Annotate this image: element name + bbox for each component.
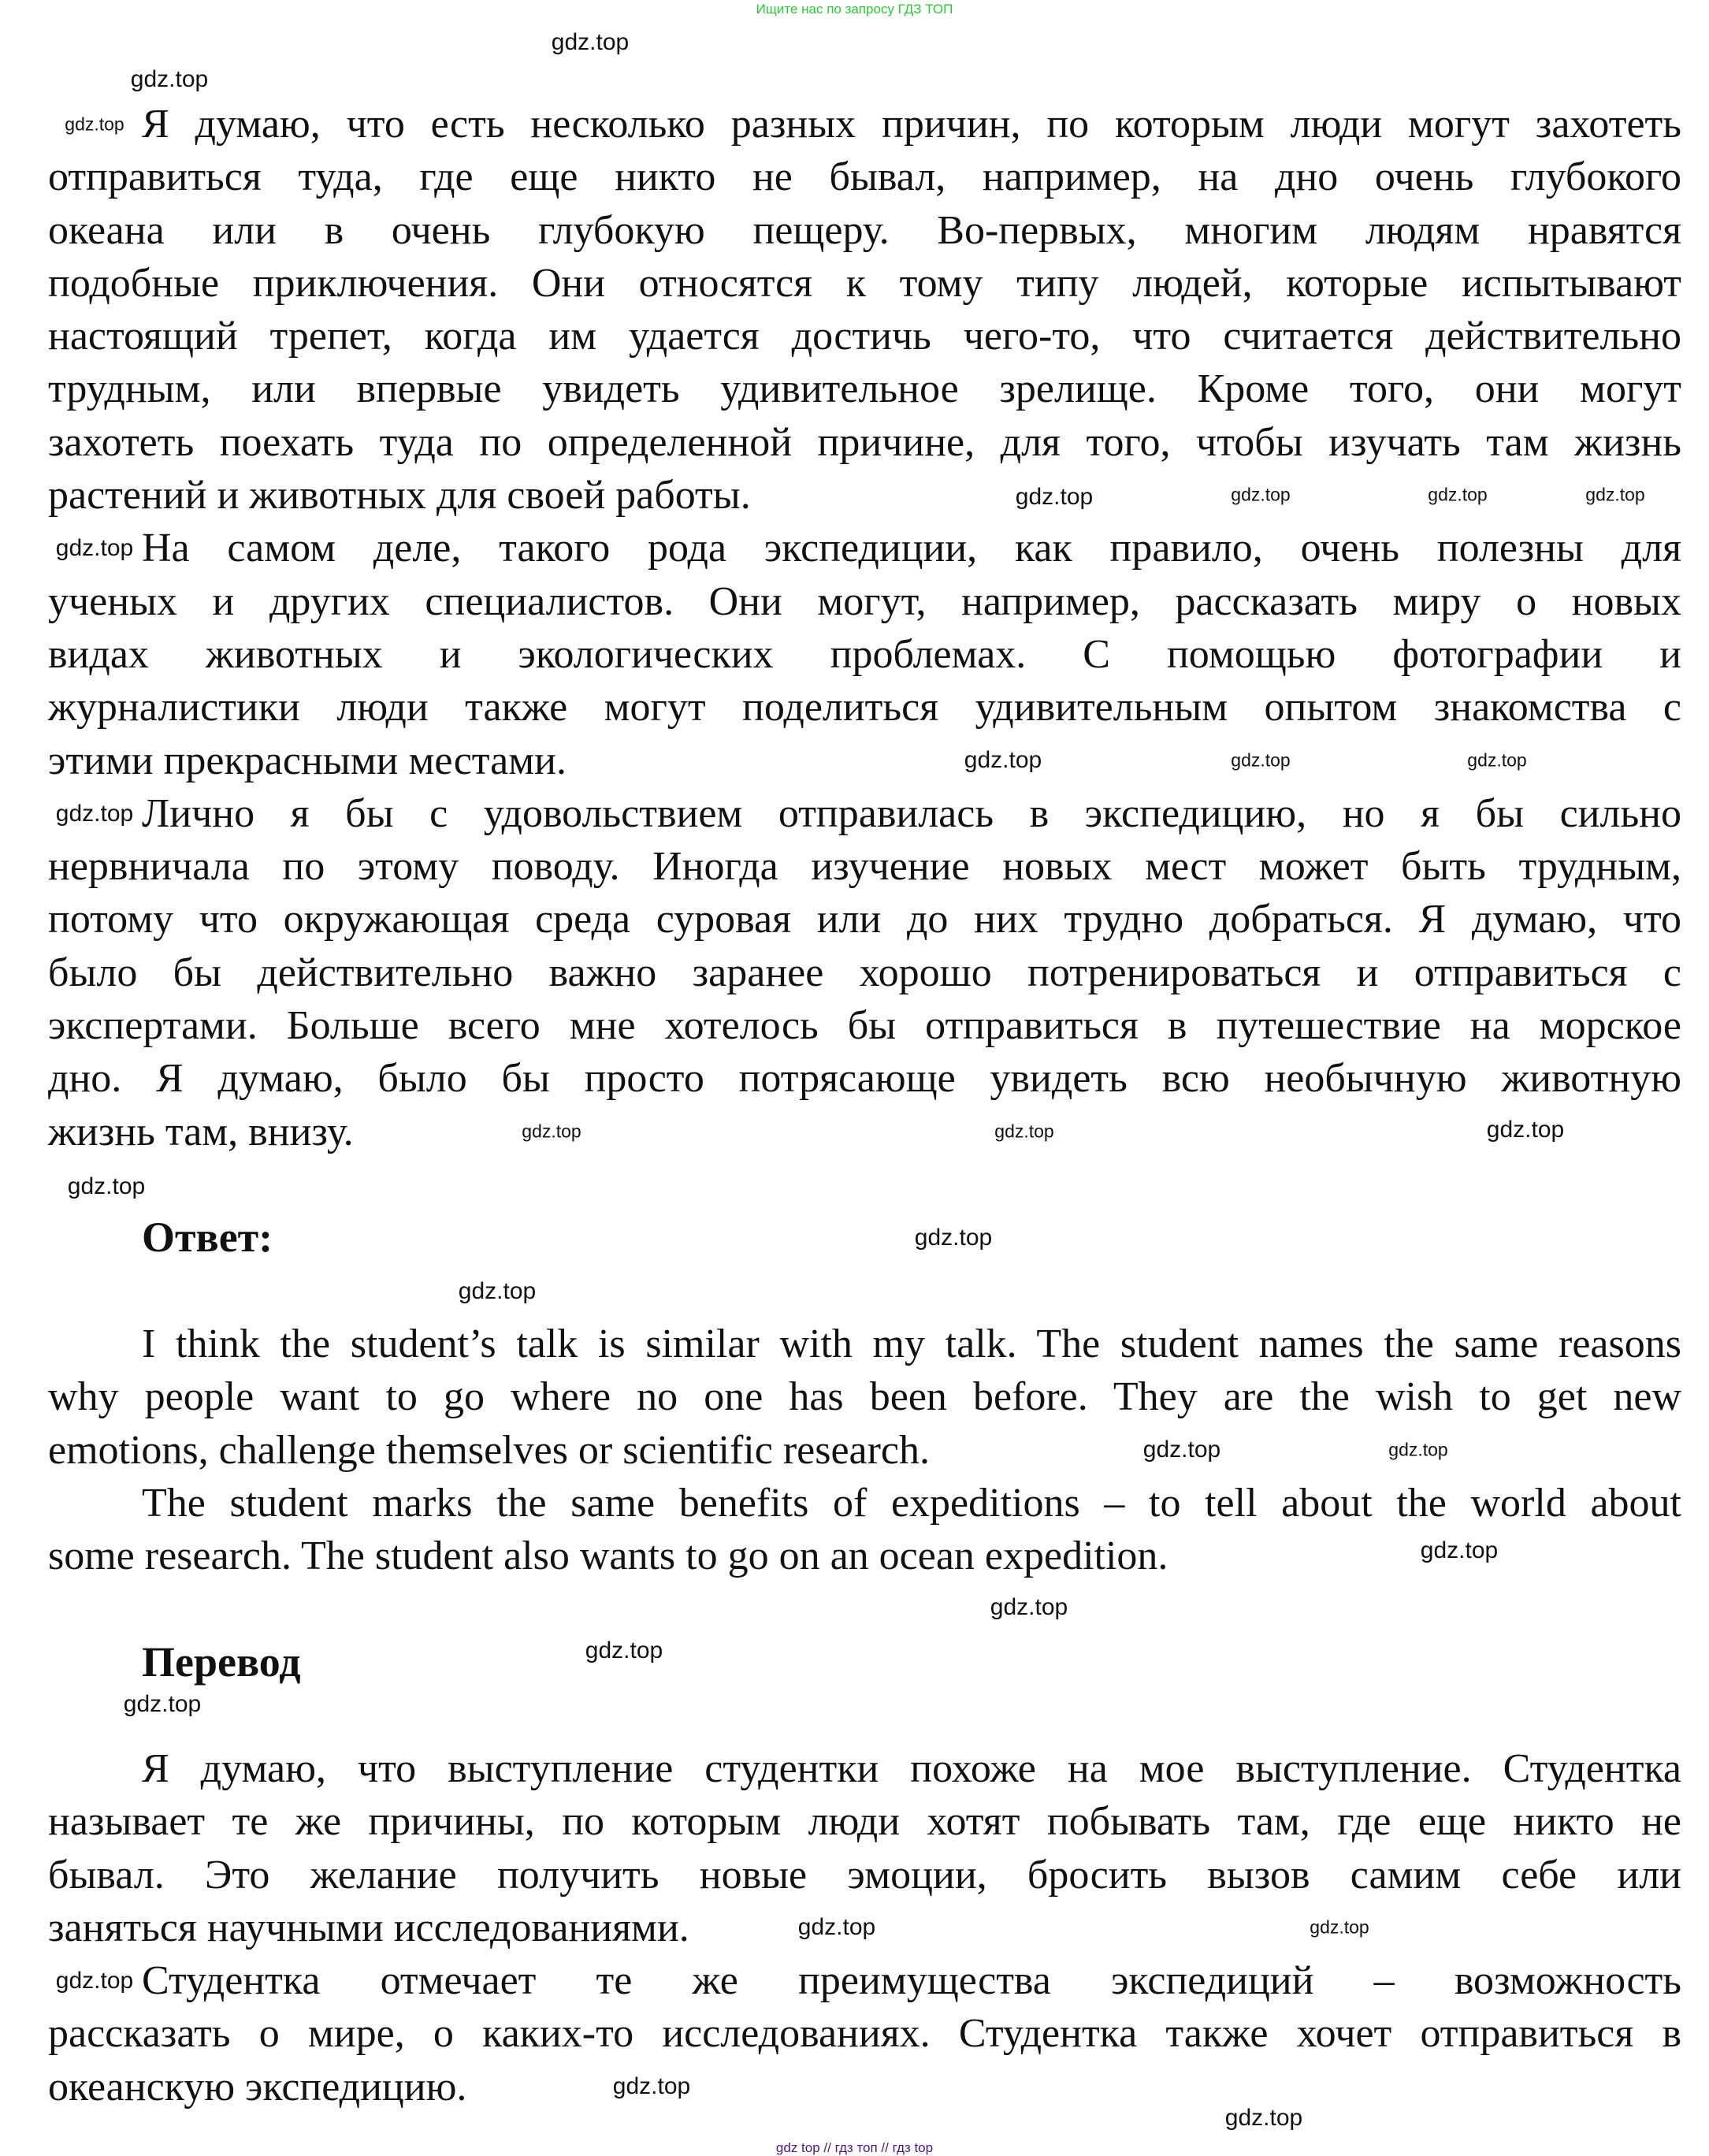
watermark: gdz.top bbox=[1585, 484, 1645, 505]
text-line: бывал. Это желание получить новые эмоции, бросить вызов самим себе или bbox=[48, 1852, 1681, 1898]
text-line: трудным, или впервые увидеть удивительное зрелище. Кроме того, они могут bbox=[48, 366, 1681, 412]
watermark: gdz.top bbox=[1420, 1537, 1499, 1563]
text-line: экспертами. Больше всего мне хотелось бы отправиться в путешествие на морское bbox=[48, 1003, 1681, 1049]
text-line: настоящий трепет, когда им удается достичь чего-то, что считается действительно bbox=[48, 314, 1681, 359]
watermark: gdz.top bbox=[1142, 1437, 1221, 1463]
text-line: океана или в очень глубокую пещеру. Во-первых, многим людям нравятся bbox=[48, 207, 1681, 253]
watermark: gdz.top bbox=[1231, 484, 1291, 505]
text-line: журналистики люди также могут поделиться удивительным опытом знакомства с bbox=[48, 685, 1681, 730]
text-line: Я думаю, что выступление студентки похоже на мое выступление. Студентка bbox=[142, 1746, 1681, 1791]
translation-heading: Перевод bbox=[142, 1638, 301, 1686]
text-line: Студентка отмечает те же преимущества экспедиций – возможность bbox=[142, 1958, 1681, 2004]
text-line: было бы действительно важно заранее хорошо потренироваться и отправиться с bbox=[48, 950, 1681, 995]
watermark: gdz.top bbox=[55, 801, 134, 827]
watermark: gdz.top bbox=[1015, 484, 1094, 510]
watermark: gdz.top bbox=[585, 1637, 663, 1663]
watermark: gdz.top bbox=[123, 1691, 202, 1717]
watermark: gdz.top bbox=[1224, 2105, 1303, 2131]
text-line: рассказать о мире, о каких-то исследованиях. Студентка также хочет отправиться в bbox=[48, 2011, 1681, 2057]
text-line: растений и животных для своей работы. bbox=[48, 473, 751, 519]
header-banner: Ищите нас по запросу ГДЗ ТОП bbox=[756, 2, 953, 17]
text-line: потому что окружающая среда суровая или до них трудно добраться. Я думаю, что bbox=[48, 897, 1681, 942]
text-line: захотеть поехать туда по определенной причине, для того, чтобы изучать там жизнь bbox=[48, 419, 1681, 465]
watermark: gdz.top bbox=[522, 1121, 581, 1142]
text-line: why people want to go where no one has been before. They are the wish to get new bbox=[48, 1374, 1681, 1420]
task-text bbox=[48, 98, 1681, 1158]
text-line: some research. The student also wants to go on an ocean expedition. bbox=[48, 1533, 1168, 1579]
text-line: жизнь там, внизу. bbox=[48, 1109, 354, 1154]
watermark: gdz.top bbox=[67, 1173, 146, 1199]
watermark: gdz.top bbox=[1467, 749, 1527, 771]
text-line: I think the student’s talk is similar with my talk. The student names the same reasons bbox=[142, 1321, 1681, 1366]
text-line: океанскую экспедицию. bbox=[48, 2064, 467, 2110]
watermark: gdz.top bbox=[130, 66, 209, 92]
text-line: подобные приключения. Они относятся к тому типу людей, которые испытывают bbox=[48, 260, 1681, 306]
watermark: gdz.top bbox=[612, 2073, 691, 2099]
watermark: gdz.top bbox=[990, 1594, 1068, 1620]
watermark: gdz.top bbox=[1486, 1117, 1565, 1143]
watermark: gdz.top bbox=[55, 1968, 134, 1994]
watermark: gdz.top bbox=[964, 747, 1042, 773]
text-line: Лично я бы с удовольствием отправилась в экспедицию, но я бы сильно bbox=[142, 790, 1681, 836]
watermark: gdz.top bbox=[914, 1225, 993, 1251]
watermark: gdz.top bbox=[55, 535, 134, 561]
text-line: отправиться туда, где еще никто не бывал, например, на дно очень глубокого bbox=[48, 154, 1681, 200]
text-line: видах животных и экологических проблемах. С помощью фотографии и bbox=[48, 631, 1681, 677]
text-line: emotions, challenge themselves or scientific research. bbox=[48, 1427, 931, 1473]
text-line: Я думаю, что есть несколько разных причин, по которым люди могут захотеть bbox=[142, 102, 1681, 147]
watermark: gdz.top bbox=[458, 1278, 537, 1304]
watermark: gdz.top bbox=[65, 113, 124, 135]
text-line: нервничала по этому поводу. Иногда изучение новых мест может быть трудным, bbox=[48, 844, 1681, 890]
text-line: называет те же причины, по которым люди хотят побывать там, где еще никто не bbox=[48, 1799, 1681, 1845]
text-line: На самом деле, такого рода экспедиции, как правило, очень полезны для bbox=[142, 526, 1681, 571]
watermark: gdz.top bbox=[551, 29, 630, 55]
text-line: ученых и других специалистов. Они могут, например, рассказать миру о новых bbox=[48, 578, 1681, 624]
watermark: gdz.top bbox=[1428, 484, 1488, 505]
answer-heading: Ответ: bbox=[142, 1214, 273, 1261]
watermark: gdz.top bbox=[1231, 749, 1291, 771]
watermark: gdz.top bbox=[1388, 1439, 1448, 1460]
watermark: gdz.top bbox=[994, 1121, 1054, 1142]
text-line: этими прекрасными местами. bbox=[48, 738, 567, 783]
watermark: gdz.top bbox=[797, 1914, 876, 1940]
text-line: дно. Я думаю, было бы просто потрясающе увидеть всю необычную животную bbox=[48, 1056, 1681, 1102]
footer-banner: gdz top // гдз топ // гдз top bbox=[775, 2140, 934, 2155]
text-line: The student marks the same benefits of expeditions – to tell about the world about bbox=[142, 1480, 1681, 1526]
text-line: заняться научными исследованиями. bbox=[48, 1905, 689, 1950]
watermark: gdz.top bbox=[1310, 1916, 1369, 1938]
